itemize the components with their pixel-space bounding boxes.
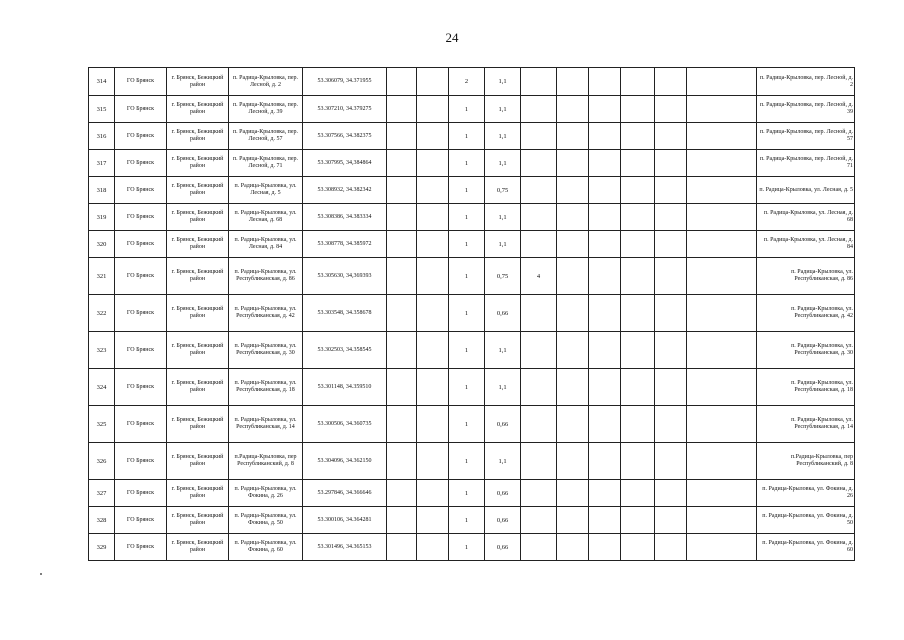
container-site-table <box>88 67 855 561</box>
table-row <box>89 150 855 177</box>
cell-blank6 <box>655 443 687 480</box>
cell-blank1 <box>387 96 417 123</box>
cell-blank4 <box>589 332 621 369</box>
cell-blank5 <box>621 534 655 561</box>
cell-address: п. Радица-Крыловка, ул. Лесная, д. 68 <box>229 204 303 231</box>
cell-blank4 <box>589 123 621 150</box>
cell-blank3 <box>557 150 589 177</box>
table-row <box>89 443 855 480</box>
cell-blank4 <box>589 150 621 177</box>
cell-blank4 <box>589 295 621 332</box>
cell-extra <box>521 443 557 480</box>
cell-blank2 <box>417 204 449 231</box>
cell-blank6 <box>655 406 687 443</box>
cell-blank7 <box>687 258 757 295</box>
cell-blank2 <box>417 177 449 204</box>
cell-district: г. Брянск, Бежицкий район <box>167 68 229 96</box>
cell-coordinates: 53.306079, 34.371955 <box>303 68 387 96</box>
cell-address: п. Радица-Крыловка, ул. Республиканская, д. 30 <box>229 332 303 369</box>
cell-count: 1 <box>449 231 485 258</box>
cell-extra <box>521 123 557 150</box>
cell-district: г. Брянск, Бежицкий район <box>167 480 229 507</box>
cell-district: г. Брянск, Бежицкий район <box>167 150 229 177</box>
cell-count: 1 <box>449 150 485 177</box>
cell-extra <box>521 150 557 177</box>
cell-blank3 <box>557 480 589 507</box>
cell-volume: 1,1 <box>485 332 521 369</box>
cell-extra <box>521 96 557 123</box>
cell-blank1 <box>387 177 417 204</box>
cell-blank7 <box>687 177 757 204</box>
cell-volume: 0,66 <box>485 480 521 507</box>
table-row <box>89 534 855 561</box>
cell-blank7 <box>687 96 757 123</box>
cell-municipality: ГО Брянск <box>115 369 167 406</box>
cell-blank7 <box>687 123 757 150</box>
cell-district: г. Брянск, Бежицкий район <box>167 231 229 258</box>
cell-owner-address: п. Радица-Крыловка, ул. Республиканская, д. 14 <box>757 406 855 443</box>
table-row <box>89 258 855 295</box>
cell-blank1 <box>387 332 417 369</box>
cell-address: п. Радица-Крыловка, ул. Республиканская, д. 86 <box>229 258 303 295</box>
cell-blank6 <box>655 123 687 150</box>
cell-owner-address: п. Радица-Крыловка, ул. Лесная, д. 68 <box>757 204 855 231</box>
cell-blank2 <box>417 231 449 258</box>
cell-id: 326 <box>89 443 115 480</box>
cell-blank7 <box>687 295 757 332</box>
table-row <box>89 406 855 443</box>
cell-count: 1 <box>449 534 485 561</box>
cell-id: 321 <box>89 258 115 295</box>
cell-volume: 1,1 <box>485 443 521 480</box>
cell-id: 318 <box>89 177 115 204</box>
cell-district: г. Брянск, Бежицкий район <box>167 406 229 443</box>
cell-blank3 <box>557 406 589 443</box>
table-row <box>89 369 855 406</box>
cell-blank7 <box>687 406 757 443</box>
cell-owner-address: п. Радица-Крыловка, ул. Республиканская, д. 18 <box>757 369 855 406</box>
cell-coordinates: 53.308778, 34.385972 <box>303 231 387 258</box>
cell-count: 1 <box>449 258 485 295</box>
cell-municipality: ГО Брянск <box>115 68 167 96</box>
cell-coordinates: 53.308386, 34.383334 <box>303 204 387 231</box>
cell-coordinates: 53.308932, 34.382342 <box>303 177 387 204</box>
cell-blank3 <box>557 534 589 561</box>
cell-count: 1 <box>449 406 485 443</box>
cell-coordinates: 53.301148, 34.359510 <box>303 369 387 406</box>
cell-volume: 1,1 <box>485 369 521 406</box>
cell-blank7 <box>687 68 757 96</box>
cell-count: 1 <box>449 96 485 123</box>
cell-blank1 <box>387 123 417 150</box>
cell-count: 1 <box>449 123 485 150</box>
cell-district: г. Брянск, Бежицкий район <box>167 534 229 561</box>
cell-blank3 <box>557 68 589 96</box>
cell-address: п. Радица-Крыловка, ул. Фокина, д. 26 <box>229 480 303 507</box>
cell-blank6 <box>655 68 687 96</box>
cell-blank2 <box>417 534 449 561</box>
cell-coordinates: 53.305630, 34,369393 <box>303 258 387 295</box>
cell-volume: 1,1 <box>485 96 521 123</box>
cell-address: п. Радица-Крыловка, ул. Республиканская, д. 18 <box>229 369 303 406</box>
cell-blank5 <box>621 204 655 231</box>
cell-coordinates: 53.302503, 34.358545 <box>303 332 387 369</box>
cell-blank6 <box>655 231 687 258</box>
cell-volume: 0,66 <box>485 507 521 534</box>
cell-municipality: ГО Брянск <box>115 534 167 561</box>
cell-blank4 <box>589 443 621 480</box>
table-body <box>89 68 855 561</box>
cell-volume: 0,66 <box>485 406 521 443</box>
cell-blank6 <box>655 332 687 369</box>
cell-blank4 <box>589 68 621 96</box>
cell-district: г. Брянск, Бежицкий район <box>167 332 229 369</box>
cell-blank5 <box>621 369 655 406</box>
cell-owner-address: п. Радица-Крыловка, пер. Лесной, д. 2 <box>757 68 855 96</box>
cell-extra <box>521 369 557 406</box>
cell-id: 315 <box>89 96 115 123</box>
cell-blank4 <box>589 507 621 534</box>
cell-district: г. Брянск, Бежицкий район <box>167 507 229 534</box>
cell-address: п. Радица-Крыловка, ул. Лесная, д. 5 <box>229 177 303 204</box>
cell-blank2 <box>417 480 449 507</box>
cell-blank6 <box>655 204 687 231</box>
cell-municipality: ГО Брянск <box>115 332 167 369</box>
cell-blank4 <box>589 258 621 295</box>
cell-municipality: ГО Брянск <box>115 204 167 231</box>
cell-blank3 <box>557 258 589 295</box>
cell-blank5 <box>621 68 655 96</box>
cell-district: г. Брянск, Бежицкий район <box>167 123 229 150</box>
cell-address: п. Радица-Крыловка, ул. Лесная, д. 84 <box>229 231 303 258</box>
table-row <box>89 332 855 369</box>
cell-blank3 <box>557 332 589 369</box>
cell-blank1 <box>387 534 417 561</box>
cell-extra <box>521 177 557 204</box>
cell-id: 314 <box>89 68 115 96</box>
cell-count: 1 <box>449 204 485 231</box>
cell-coordinates: 53.300106, 34.364281 <box>303 507 387 534</box>
cell-blank6 <box>655 369 687 406</box>
cell-owner-address: п. Радица-Крыловка, ул. Лесная, д. 84 <box>757 231 855 258</box>
cell-district: г. Брянск, Бежицкий район <box>167 443 229 480</box>
cell-count: 1 <box>449 443 485 480</box>
cell-owner-address: п. Радица-Крыловка, ул. Лесная, д. 5 <box>757 177 855 204</box>
cell-blank2 <box>417 369 449 406</box>
cell-municipality: ГО Брянск <box>115 177 167 204</box>
cell-district: г. Брянск, Бежицкий район <box>167 295 229 332</box>
cell-blank2 <box>417 295 449 332</box>
cell-owner-address: п. Радица-Крыловка, ул. Фокина, д. 50 <box>757 507 855 534</box>
table-row <box>89 96 855 123</box>
cell-count: 1 <box>449 332 485 369</box>
cell-id: 328 <box>89 507 115 534</box>
cell-extra: 4 <box>521 258 557 295</box>
cell-blank2 <box>417 507 449 534</box>
cell-blank7 <box>687 150 757 177</box>
cell-blank7 <box>687 369 757 406</box>
cell-blank2 <box>417 150 449 177</box>
cell-blank4 <box>589 480 621 507</box>
cell-municipality: ГО Брянск <box>115 480 167 507</box>
cell-blank5 <box>621 177 655 204</box>
cell-blank5 <box>621 406 655 443</box>
cell-municipality: ГО Брянск <box>115 231 167 258</box>
cell-blank1 <box>387 406 417 443</box>
cell-blank1 <box>387 295 417 332</box>
cell-blank1 <box>387 507 417 534</box>
cell-count: 2 <box>449 68 485 96</box>
cell-blank1 <box>387 258 417 295</box>
cell-address: п. Радица-Крыловка, пер. Лесной, д. 2 <box>229 68 303 96</box>
cell-owner-address: п. Радица-Крыловка, пер. Лесной, д. 57 <box>757 123 855 150</box>
cell-count: 1 <box>449 480 485 507</box>
cell-owner-address: п. Радица-Крыловка, пер. Лесной, д. 71 <box>757 150 855 177</box>
cell-blank7 <box>687 443 757 480</box>
cell-extra <box>521 507 557 534</box>
cell-blank7 <box>687 332 757 369</box>
cell-blank3 <box>557 507 589 534</box>
cell-id: 329 <box>89 534 115 561</box>
cell-extra <box>521 406 557 443</box>
cell-blank6 <box>655 534 687 561</box>
cell-extra <box>521 480 557 507</box>
table-row <box>89 507 855 534</box>
cell-extra <box>521 204 557 231</box>
cell-owner-address: п.Радица-Крыловка, пер Республиканский, д. 8 <box>757 443 855 480</box>
cell-volume: 1,1 <box>485 68 521 96</box>
cell-coordinates: 53.307210, 34.379275 <box>303 96 387 123</box>
cell-blank7 <box>687 231 757 258</box>
cell-blank1 <box>387 204 417 231</box>
cell-blank3 <box>557 123 589 150</box>
cell-volume: 1,1 <box>485 123 521 150</box>
cell-municipality: ГО Брянск <box>115 150 167 177</box>
cell-blank4 <box>589 204 621 231</box>
cell-coordinates: 53.301496, 34.365153 <box>303 534 387 561</box>
table-row <box>89 480 855 507</box>
cell-extra <box>521 332 557 369</box>
cell-blank1 <box>387 68 417 96</box>
cell-owner-address: п. Радица-Крыловка, ул. Фокина, д. 26 <box>757 480 855 507</box>
cell-blank4 <box>589 231 621 258</box>
cell-blank3 <box>557 177 589 204</box>
cell-blank5 <box>621 507 655 534</box>
cell-address: п. Радица-Крыловка, пер. Лесной, д. 71 <box>229 150 303 177</box>
cell-extra <box>521 534 557 561</box>
cell-blank5 <box>621 123 655 150</box>
cell-count: 1 <box>449 177 485 204</box>
cell-owner-address: п. Радица-Крыловка, ул. Республиканская, д. 30 <box>757 332 855 369</box>
cell-blank5 <box>621 96 655 123</box>
cell-volume: 1,1 <box>485 150 521 177</box>
cell-id: 316 <box>89 123 115 150</box>
cell-id: 323 <box>89 332 115 369</box>
cell-owner-address: п. Радица-Крыловка, ул. Республиканская, д. 42 <box>757 295 855 332</box>
cell-blank3 <box>557 295 589 332</box>
cell-volume: 0,66 <box>485 534 521 561</box>
cell-blank1 <box>387 443 417 480</box>
cell-blank6 <box>655 507 687 534</box>
cell-coordinates: 53.300506, 34.360735 <box>303 406 387 443</box>
cell-municipality: ГО Брянск <box>115 507 167 534</box>
table-row <box>89 123 855 150</box>
cell-blank3 <box>557 369 589 406</box>
cell-blank4 <box>589 406 621 443</box>
cell-municipality: ГО Брянск <box>115 443 167 480</box>
cell-blank2 <box>417 68 449 96</box>
cell-address: п. Радица-Крыловка, пер. Лесной, д. 57 <box>229 123 303 150</box>
cell-blank1 <box>387 231 417 258</box>
cell-id: 317 <box>89 150 115 177</box>
cell-blank7 <box>687 480 757 507</box>
page-number: 24 <box>445 30 459 45</box>
cell-municipality: ГО Брянск <box>115 96 167 123</box>
cell-blank2 <box>417 406 449 443</box>
cell-blank1 <box>387 150 417 177</box>
cell-address: п. Радица-Крыловка, ул. Фокина, д. 60 <box>229 534 303 561</box>
cell-id: 324 <box>89 369 115 406</box>
cell-municipality: ГО Брянск <box>115 406 167 443</box>
table-row <box>89 177 855 204</box>
cell-blank3 <box>557 231 589 258</box>
cell-blank2 <box>417 258 449 295</box>
cell-blank6 <box>655 177 687 204</box>
cell-municipality: ГО Брянск <box>115 123 167 150</box>
cell-blank5 <box>621 258 655 295</box>
cell-extra <box>521 68 557 96</box>
cell-blank1 <box>387 369 417 406</box>
cell-coordinates: 53.297846, 34.366646 <box>303 480 387 507</box>
cell-blank2 <box>417 443 449 480</box>
cell-blank3 <box>557 443 589 480</box>
cell-district: г. Брянск, Бежицкий район <box>167 177 229 204</box>
cell-extra <box>521 295 557 332</box>
cell-coordinates: 53.307995, 34,384864 <box>303 150 387 177</box>
cell-blank4 <box>589 534 621 561</box>
cell-blank4 <box>589 96 621 123</box>
cell-blank4 <box>589 369 621 406</box>
cell-id: 327 <box>89 480 115 507</box>
scan-speck <box>40 573 42 575</box>
cell-volume: 0,66 <box>485 295 521 332</box>
cell-id: 320 <box>89 231 115 258</box>
table-row <box>89 68 855 96</box>
cell-blank5 <box>621 332 655 369</box>
cell-district: г. Брянск, Бежицкий район <box>167 96 229 123</box>
cell-blank2 <box>417 96 449 123</box>
cell-volume: 1,1 <box>485 204 521 231</box>
cell-blank3 <box>557 96 589 123</box>
cell-volume: 1,1 <box>485 231 521 258</box>
cell-blank7 <box>687 534 757 561</box>
cell-blank6 <box>655 295 687 332</box>
table-row <box>89 295 855 332</box>
cell-id: 322 <box>89 295 115 332</box>
cell-district: г. Брянск, Бежицкий район <box>167 369 229 406</box>
cell-blank5 <box>621 295 655 332</box>
cell-address: п. Радица-Крыловка, ул. Республиканская, д. 42 <box>229 295 303 332</box>
cell-address: п. Радица-Крыловка, ул. Фокина, д. 50 <box>229 507 303 534</box>
cell-blank7 <box>687 204 757 231</box>
cell-blank7 <box>687 507 757 534</box>
cell-owner-address: п. Радица-Крыловка, ул. Фокина, д. 60 <box>757 534 855 561</box>
cell-blank2 <box>417 332 449 369</box>
cell-id: 319 <box>89 204 115 231</box>
cell-extra <box>521 231 557 258</box>
cell-owner-address: п. Радица-Крыловка, ул. Республиканская, д. 86 <box>757 258 855 295</box>
cell-blank5 <box>621 231 655 258</box>
cell-blank6 <box>655 96 687 123</box>
table-row <box>89 204 855 231</box>
cell-id: 325 <box>89 406 115 443</box>
cell-owner-address: п. Радица-Крыловка, пер. Лесной, д. 39 <box>757 96 855 123</box>
cell-blank2 <box>417 123 449 150</box>
cell-district: г. Брянск, Бежицкий район <box>167 258 229 295</box>
cell-municipality: ГО Брянск <box>115 258 167 295</box>
cell-district: г. Брянск, Бежицкий район <box>167 204 229 231</box>
cell-municipality: ГО Брянск <box>115 295 167 332</box>
cell-count: 1 <box>449 369 485 406</box>
cell-blank5 <box>621 443 655 480</box>
cell-address: п. Радица-Крыловка, ул. Республиканская, д. 14 <box>229 406 303 443</box>
cell-address: п. Радица-Крыловка, пер. Лесной, д. 39 <box>229 96 303 123</box>
cell-blank3 <box>557 204 589 231</box>
cell-count: 1 <box>449 295 485 332</box>
cell-volume: 0,75 <box>485 258 521 295</box>
cell-blank5 <box>621 150 655 177</box>
cell-blank4 <box>589 177 621 204</box>
cell-address: п.Радица-Крыловка, пер Республиканский, д. 8 <box>229 443 303 480</box>
cell-volume: 0,75 <box>485 177 521 204</box>
cell-blank6 <box>655 258 687 295</box>
cell-blank1 <box>387 480 417 507</box>
cell-count: 1 <box>449 507 485 534</box>
cell-blank5 <box>621 480 655 507</box>
cell-blank6 <box>655 480 687 507</box>
cell-coordinates: 53.304096, 34.362150 <box>303 443 387 480</box>
cell-coordinates: 53.307566, 34.382375 <box>303 123 387 150</box>
table-row <box>89 231 855 258</box>
cell-blank6 <box>655 150 687 177</box>
cell-coordinates: 53.303548, 34.358678 <box>303 295 387 332</box>
